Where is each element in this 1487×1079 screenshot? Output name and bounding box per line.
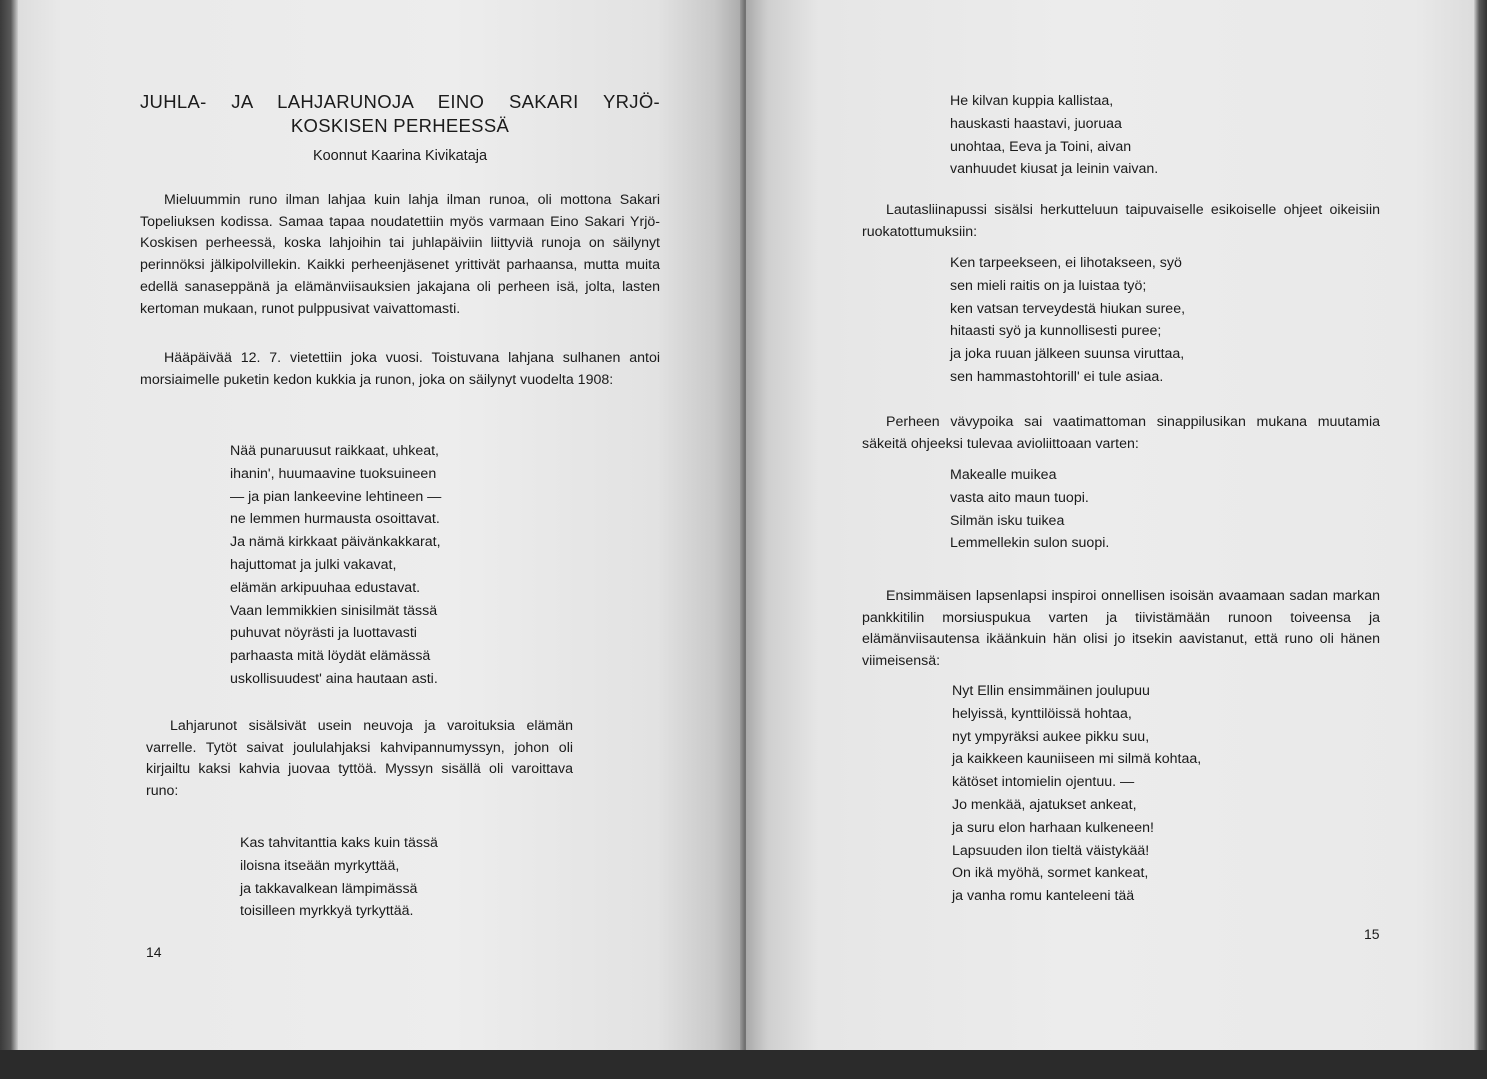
paragraph-napkin-pouch-text: Lautasliinapussi sisälsi herkutteluun taipuvaiselle esikoiselle ohjeet oikeisiin ruokatottumuksiin: xyxy=(862,202,1380,240)
right-page xyxy=(746,0,1474,1050)
poem-line: nyt ympyräksi aukee pikku suu, xyxy=(952,728,1150,745)
poem-line: iloisna itseään myrkyttää, xyxy=(240,857,400,874)
poem-line: unohtaa, Eeva ja Toini, aivan xyxy=(950,138,1132,155)
poem-line: sen hammastohtorill' ei tule asiaa. xyxy=(950,368,1164,385)
poem-mustard-spoon xyxy=(950,464,1109,555)
poem-line: ken vatsan terveydestä hiukan suree, xyxy=(950,300,1186,317)
poem-line: He kilvan kuppia kallistaa, xyxy=(950,93,1114,109)
poem-line: On ikä myöhä, sormet kankeat, xyxy=(952,865,1149,882)
poem-line: ihanin', huumaavine tuoksuineen xyxy=(230,465,437,482)
scan-bottom-band xyxy=(0,1050,1487,1079)
paragraph-son-in-law xyxy=(862,412,1380,455)
paragraph-grandchild xyxy=(862,586,1380,673)
poem-line: Ja nämä kirkkaat päivänkakkarat, xyxy=(230,534,441,551)
title-line-1: JUHLA- JA LAHJARUNOJA EINO SAKARI YRJÖ- xyxy=(140,91,660,112)
poem-line: ja vanha romu kanteleeni tää xyxy=(952,888,1135,905)
poem-line: vasta aito maun tuopi. xyxy=(950,489,1089,506)
poem-line: Makealle muikea xyxy=(950,467,1057,483)
poem-wedding xyxy=(230,440,441,691)
poem-line: ja joka ruuan jälkeen suunsa viruttaa, xyxy=(950,346,1185,363)
poem-line: uskollisuudest' aina hautaan asti. xyxy=(230,670,438,687)
poem-coffee-cosy-continued xyxy=(950,90,1158,181)
paragraph-napkin-pouch xyxy=(862,200,1380,243)
paragraph-gift-poems xyxy=(146,716,573,803)
poem-line: — ja pian lankeevine lehtineen — xyxy=(230,488,442,505)
poem-line: hajuttomat ja julki vakavat, xyxy=(230,556,397,573)
poem-line: ja suru elon harhaan kulkeneen! xyxy=(952,819,1154,836)
article-title xyxy=(140,90,660,138)
poem-line: kätöset intomielin ojentuu. — xyxy=(952,774,1135,791)
poem-line: ja takkavalkean lämpimässä xyxy=(240,880,418,897)
poem-eating-habits xyxy=(950,252,1185,389)
poem-line: Nyt Ellin ensimmäinen joulupuu xyxy=(952,683,1150,699)
poem-line: Lemmellekin sulon suopi. xyxy=(950,535,1110,552)
poem-coffee-cosy xyxy=(240,832,438,923)
poem-line: vanhuudet kiusat ja leinin vaivan. xyxy=(950,161,1159,178)
poem-line: hitaasti syö ja kunnollisesti puree; xyxy=(950,323,1162,340)
page-number-right: 15 xyxy=(1364,926,1380,942)
poem-line: Kas tahvitanttia kaks kuin tässä xyxy=(240,835,438,851)
poem-line: puhuvat nöyrästi ja luottavasti xyxy=(230,625,417,642)
poem-line: ne lemmen hurmausta osoittavat. xyxy=(230,511,440,528)
page-number-left: 14 xyxy=(146,944,162,960)
paragraph-intro-text: Mieluummin runo ilman lahjaa kuin lahja ilman runoa, oli mottona Sakari Topeliuksen kodissa. Samaa tapaa noudatettiin myös varmaan Eino Sakari Yrjö-Koskisen perheessä, koska lahjoihin tai juhlapäiviin liittyviä runoja on säilynyt perinnöksi jälkipolvillekin. Kaikki perheenjäsenet yrittivät parhaansa, mutta muita edellä sanaseppänä ja elämänviisauksien jakajana oli perheen isä, jolta, lasten kertoman mukaan, runot pulppusivat vaivattomasti. xyxy=(140,192,660,317)
poem-line: Ken tarpeekseen, ei lihotakseen, syö xyxy=(950,255,1182,271)
poem-line: hauskasti haastavi, juoruaa xyxy=(950,115,1122,132)
poem-line: Silmän isku tuikea xyxy=(950,512,1065,529)
left-page xyxy=(18,0,744,1050)
byline: Koonnut Kaarina Kivikataja xyxy=(312,148,488,164)
title-line-2: KOSKISEN PERHEESSÄ xyxy=(290,115,510,136)
poem-line: Jo menkää, ajatukset ankeat, xyxy=(952,796,1137,813)
scan-edge-left xyxy=(0,0,18,1050)
poem-line: toisilleen myrkkyä tyrkyttää. xyxy=(240,903,414,920)
poem-line: Nää punaruusut raikkaat, uhkeat, xyxy=(230,443,440,459)
poem-line: Vaan lemmikkien sinisilmät tässä xyxy=(230,602,438,619)
paragraph-gift-poems-text: Lahjarunot sisälsivät usein neuvoja ja varoituksia elämän varrelle. Tytöt saivat joululahjaksi kahvipannumyssyn, johon oli kirjailtu kaksi kahvia juovaa tyttöä. Myssyn sisällä oli varoittava runo: xyxy=(146,718,573,800)
scan-edge-right xyxy=(1474,0,1487,1050)
paragraph-wedding xyxy=(140,348,660,391)
paragraph-son-in-law-text: Perheen vävypoika sai vaatimattoman sinappilusikan mukana muutamia säkeitä ohjeeksi tulevaa avioliittoaan varten: xyxy=(862,414,1380,452)
paragraph-grandchild-text: Ensimmäisen lapsenlapsi inspiroi onnellisen isoisän avaamaan sadan markan pankkitilin morsiuspukua varten ja tiivistämään runoon toiveensa ja elämänviisautensa ikäänkuin hän olisi jo itsekin aavistanut, että runo oli hänen viimeisensä: xyxy=(862,588,1380,670)
poem-line: ja kaikkeen kauniiseen mi silmä kohtaa, xyxy=(952,751,1202,768)
poem-first-christmas-tree xyxy=(952,680,1201,908)
poem-line: parhaasta mitä löydät elämässä xyxy=(230,648,431,665)
paragraph-intro xyxy=(140,190,660,320)
poem-line: Lapsuuden ilon tieltä väistykää! xyxy=(952,842,1150,859)
poem-line: elämän arkipuuhaa edustavat. xyxy=(230,579,421,596)
poem-line: helyissä, kynttilöissä hohtaa, xyxy=(952,705,1132,722)
poem-line: sen mieli raitis on ja luistaa työ; xyxy=(950,277,1147,294)
paragraph-wedding-text: Hääpäivää 12. 7. vietettiin joka vuosi. Toistuvana lahjana sulhanen antoi morsiaimelle puketin kedon kukkia ja runon, joka on säilynyt vuodelta 1908: xyxy=(140,350,660,388)
